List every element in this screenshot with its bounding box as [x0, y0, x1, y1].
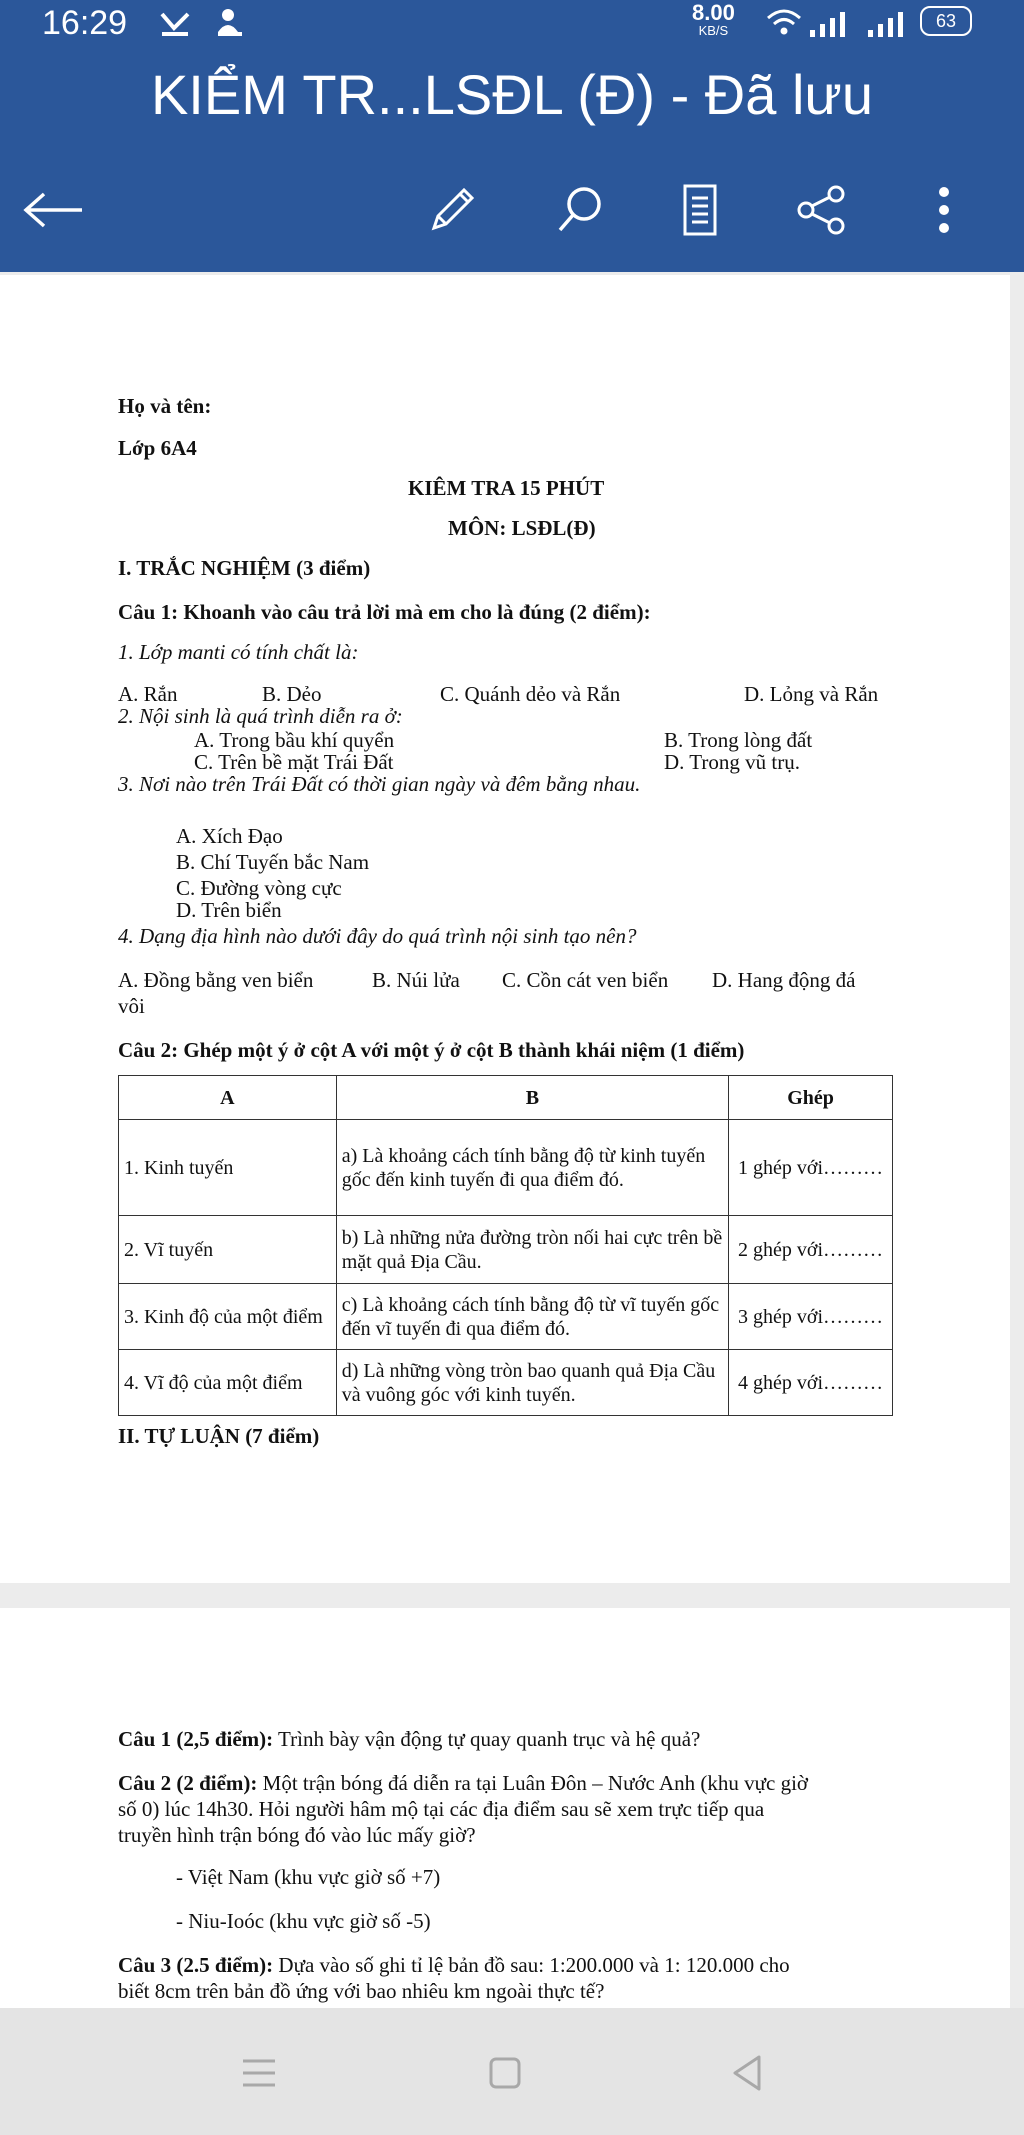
essay-question-3-text: Dựa vào số ghi tỉ lệ bản đồ sau: 1:200.000 và 1: 120.000 cho [273, 1953, 790, 1977]
home-square-icon [487, 2055, 523, 2091]
share-button[interactable] [782, 170, 862, 250]
search-icon [552, 182, 608, 238]
table-row [119, 1120, 893, 1216]
name-label: Họ và tên: [118, 394, 212, 418]
document-page-1[interactable] [0, 275, 1010, 1583]
essay-question-2-line: số 0) lúc 14h30. Hỏi người hâm mộ tại các địa điểm sau sẽ xem trực tiếp qua [118, 1797, 765, 1821]
document-title: KIỂM TR...LSĐL (Đ) - Đã lưu [150, 63, 874, 126]
status-bar [0, 0, 1024, 50]
answer-option: D. Lỏng và Rắn [744, 682, 879, 706]
answer-option: C. Trên bề mặt Trái Đất [194, 750, 394, 774]
table-cell: 2. Vĩ tuyến [119, 1216, 337, 1284]
table-cell: 3 ghép với……… [729, 1284, 893, 1350]
answer-option: D. Trong vũ trụ. [664, 750, 800, 774]
pencil-icon [424, 182, 480, 238]
question-2-title: Câu 2: Ghép một ý ở cột A với một ý ở cột B thành khái niệm (1 điểm) [118, 1038, 745, 1062]
answer-option: A. Đồng bằng ven biển [118, 968, 314, 992]
table-cell: c) Là khoảng cách tính bằng độ từ vĩ tuyến gốc đến vĩ tuyến đi qua điểm đó. [336, 1284, 728, 1350]
network-speed-unit: KB/S [698, 23, 729, 38]
essay-question-1 [118, 1726, 700, 1752]
test-heading: KIÊM TRA 15 PHÚT [408, 476, 605, 500]
back-button[interactable] [14, 170, 94, 250]
table-cell: 1 ghép với……… [729, 1120, 893, 1216]
table-header-row [119, 1076, 893, 1120]
network-speed [692, 2, 735, 37]
network-speed-value: 8.00 [692, 0, 735, 25]
share-icon [794, 182, 850, 238]
section-essay: II. TỰ LUẬN (7 điểm) [118, 1424, 320, 1448]
more-vertical-icon [934, 182, 954, 238]
table-row [119, 1284, 893, 1350]
answer-option-continued: vôi [118, 994, 145, 1018]
answer-option: A. Rắn [118, 682, 178, 706]
matching-table [118, 1075, 893, 1416]
back-nav-button[interactable] [712, 2038, 782, 2108]
table-cell: 2 ghép với……… [729, 1216, 893, 1284]
back-arrow-icon [22, 190, 86, 230]
answer-option: D. Trên biển [176, 898, 282, 922]
table-cell: d) Là những vòng tròn bao quanh quả Địa Cầu và vuông góc với kinh tuyến. [336, 1350, 728, 1416]
menu-icon [239, 2055, 279, 2091]
app-bar [0, 0, 1024, 272]
person-icon [212, 6, 246, 45]
table-row [119, 1216, 893, 1284]
answer-option: A. Trong bầu khí quyển [194, 728, 395, 752]
table-cell: b) Là những nửa đường tròn nối hai cực trên bề mặt quả Địa Cầu. [336, 1216, 728, 1284]
table-cell: 3. Kinh độ của một điểm [119, 1284, 337, 1350]
essay-question-2-label: Câu 2 (2 điểm): [118, 1771, 258, 1795]
answer-option: A. Xích Đạo [176, 824, 283, 848]
signal-icon-secondary [866, 10, 906, 43]
essay-question-2-item: - Việt Nam (khu vực giờ số +7) [176, 1865, 441, 1889]
search-button[interactable] [540, 170, 620, 250]
table-header: B [336, 1076, 728, 1120]
table-cell: 1. Kinh tuyến [119, 1120, 337, 1216]
essay-question-1-text: Trình bày vận động tự quay quanh trục và hệ quả? [273, 1727, 701, 1751]
subject-heading: MÔN: LSĐL(Đ) [448, 516, 596, 540]
question-1-title: Câu 1: Khoanh vào câu trả lời mà em cho là đúng (2 điểm): [118, 600, 651, 624]
essay-question-2-item: - Niu-Ioóc (khu vực giờ số -5) [176, 1909, 431, 1933]
question-1-1: 1. Lớp manti có tính chất là: [118, 640, 359, 664]
essay-question-3 [118, 1952, 790, 1978]
section-multiple-choice: I. TRẮC NGHIỆM (3 điểm) [118, 556, 371, 580]
answer-option: B. Núi lửa [372, 968, 460, 992]
essay-question-3-line: biết 8cm trên bản đồ ứng với bao nhiêu km ngoài thực tế? [118, 1979, 605, 2003]
table-header: A [119, 1076, 337, 1120]
system-navigation-bar [0, 2008, 1024, 2135]
answer-option: B. Dẻo [262, 682, 322, 706]
essay-question-1-label: Câu 1 (2,5 điểm): [118, 1727, 274, 1751]
question-1-3: 3. Nơi nào trên Trái Đất có thời gian ngày và đêm bằng nhau. [118, 772, 641, 796]
answer-option: B. Trong lòng đất [664, 728, 813, 752]
back-triangle-icon [729, 2053, 765, 2093]
table-header: Ghép [729, 1076, 893, 1120]
answer-option: C. Đường vòng cực [176, 876, 342, 900]
edit-button[interactable] [412, 170, 492, 250]
class-label: Lớp 6A4 [118, 436, 197, 460]
signal-icon [808, 10, 848, 43]
download-icon [158, 8, 192, 47]
table-cell: 4 ghép với……… [729, 1350, 893, 1416]
answer-option: B. Chí Tuyến bắc Nam [176, 850, 370, 874]
question-1-2: 2. Nội sinh là quá trình diễn ra ở: [118, 704, 403, 728]
more-options-button[interactable] [904, 170, 984, 250]
table-row [119, 1350, 893, 1416]
toolbar [0, 170, 1024, 250]
home-button[interactable] [470, 2038, 540, 2108]
wifi-icon [766, 8, 802, 43]
status-time: 16:29 [42, 4, 128, 42]
menu-button[interactable] [224, 2038, 294, 2108]
battery-indicator: 63 [920, 6, 972, 36]
document-view-icon [680, 182, 720, 238]
answer-option: D. Hang động đá [712, 968, 856, 992]
essay-question-2-text: Một trận bóng đá diễn ra tại Luân Đôn – Nước Anh (khu vực giờ [257, 1771, 809, 1795]
table-cell: a) Là khoảng cách tính bằng độ từ kinh tuyến gốc đến kinh tuyến đi qua điểm đó. [336, 1120, 728, 1216]
answer-option: C. Cồn cát ven biển [502, 968, 669, 992]
essay-question-2 [118, 1770, 808, 1796]
question-1-4: 4. Dạng địa hình nào dưới đây do quá trình nội sinh tạo nên? [118, 924, 637, 948]
document-page-2[interactable] [0, 1608, 1010, 2008]
table-cell: 4. Vĩ độ của một điểm [119, 1350, 337, 1416]
essay-question-2-line: truyền hình trận bóng đó vào lúc mấy giờ? [118, 1823, 476, 1847]
essay-question-3-label: Câu 3 (2.5 điểm): [118, 1953, 274, 1977]
reading-view-button[interactable] [660, 170, 740, 250]
answer-option: C. Quánh dẻo và Rắn [440, 682, 621, 706]
